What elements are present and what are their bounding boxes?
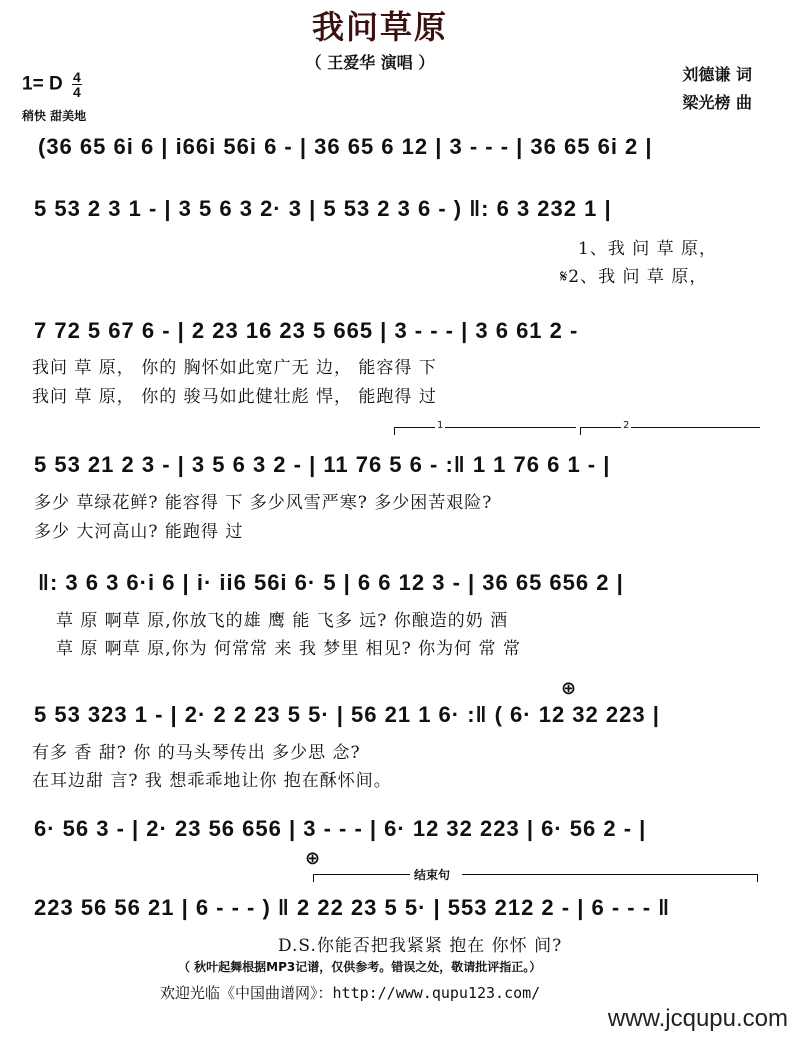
volta-bracket-2 <box>580 420 760 435</box>
volta-bracket-1 <box>394 420 576 435</box>
tempo-marking: 稍快 甜美地 <box>22 109 87 123</box>
song-title: 我问草原 <box>311 8 448 46</box>
score-line-8-notes: 223 56 56 21 | 6 - - - ) ‖ 2 22 23 5 5· | 553 212 2 - | 6 - - - ‖ <box>34 895 671 920</box>
score-line-6-lyric-1: 有多 香 甜? 你 的马头琴传出 多少思 念? <box>32 743 361 763</box>
coda-sign-icon: ⊕ <box>561 678 577 699</box>
watermark: www.jcqupu.com <box>607 1005 788 1032</box>
coda-sign-icon: ⊕ <box>305 848 321 869</box>
score-line-3-lyric-2: 我问 草 原， 你的 骏马如此健壮彪 悍， 能跑得 过 <box>32 387 437 407</box>
lyricist-credit: 刘德谦 词 <box>682 65 752 84</box>
score-line-6-lyric-2: 在耳边甜 言? 我 想乖乖地让你 抱在酥怀间。 <box>32 771 392 791</box>
score-line-2-lyric-2: 𝄋2、我 问 草 原， <box>560 267 708 287</box>
site-credit: 欢迎光临《中国曲谱网》：http://www.qupu123.com/ <box>160 984 541 1002</box>
volta-2-number: 2 <box>623 420 630 431</box>
volta-1-number: 1 <box>437 420 444 431</box>
transcription-note: （ 秋叶起舞根据MP3记谱，仅供参考。错误之处，敬请批评指正。） <box>178 960 542 974</box>
score-line-8-lyric-1: D.S.你能否把我紧紧 抱在 你怀 间? <box>278 936 563 956</box>
key-label: 1= D <box>22 73 63 95</box>
score-line-4-lyric-1: 多少 草绿花鲜? 能容得 下 多少风雪严寒? 多少困苦艰险? <box>34 493 493 513</box>
singer-credit: （ 王爱华 演唱 ） <box>305 53 435 72</box>
score-line-2-notes: 5 53 2 3 1 - | 3 5 6 3 2· 3 | 5 53 2 3 6 - ) ‖: 6 3 232 1 | <box>34 196 612 221</box>
ending-bracket-right <box>462 874 758 882</box>
time-sig-bottom: 4 <box>73 84 81 100</box>
time-signature <box>72 70 82 99</box>
score-line-5-lyric-2: 草 原 啊草 原,你为 何常常 来 我 梦里 相见? 你为何 常 常 <box>56 639 521 659</box>
score-line-4-notes: 5 53 21 2 3 - | 3 5 6 3 2 - | 11 76 5 6 - :‖ 1 1 76 6 1 - | <box>34 452 611 477</box>
score-line-4-lyric-2: 多少 大河高山? 能跑得 过 <box>34 522 244 542</box>
ending-phrase-label: 结束句 <box>410 866 454 883</box>
score-line-5-notes: ‖: 3 6 3 6·i 6 | i· ii6 56i 6· 5 | 6 6 12 3 - | 36 65 656 2 | <box>38 570 624 595</box>
score-line-3-lyric-1: 我问 草 原， 你的 胸怀如此宽广无 边， 能容得 下 <box>32 358 437 378</box>
score-line-6-notes: 5 53 323 1 - | 2· 2 2 23 5 5· | 56 21 1 6· :‖ ( 6· 12 32 223 | <box>34 702 660 727</box>
score-line-3-notes: 7 72 5 67 6 - | 2 23 16 23 5 665 | 3 - - - | 3 6 61 2 - <box>34 318 579 343</box>
score-line-7-notes: 6· 56 3 - | 2· 23 56 656 | 3 - - - | 6· 12 32 223 | 6· 56 2 - | <box>34 816 647 841</box>
score-line-5-lyric-1: 草 原 啊草 原,你放飞的雄 鹰 能 飞多 远? 你酿造的奶 酒 <box>56 611 509 631</box>
key-signature <box>22 70 82 99</box>
time-sig-top: 4 <box>73 69 81 85</box>
score-line-1-notes: (36 65 6i 6 | i66i 56i 6 - | 36 65 6 12 | 3 - - - | 36 65 6i 2 | <box>38 134 653 159</box>
score-line-2-lyric-1: 1、我 问 草 原， <box>578 239 718 259</box>
ending-bracket-left <box>313 874 413 882</box>
composer-credit: 梁光榜 曲 <box>682 93 752 112</box>
